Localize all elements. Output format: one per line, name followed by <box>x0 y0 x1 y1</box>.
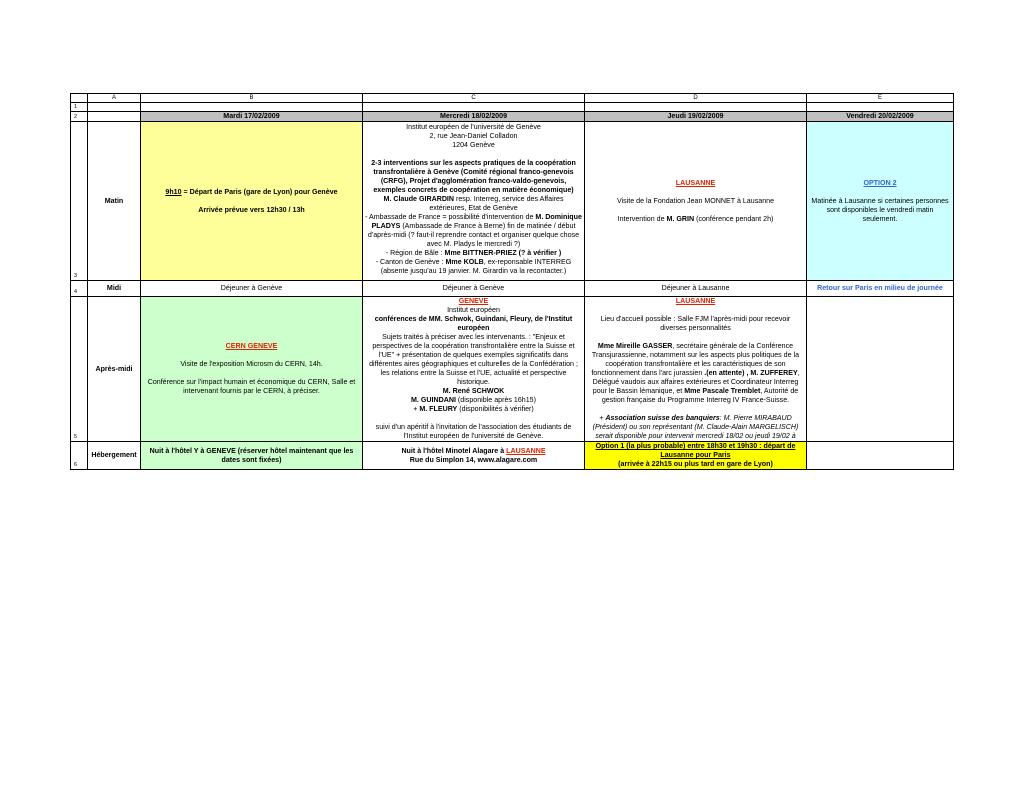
header-thursday[interactable]: Jeudi 19/02/2009 <box>585 112 807 122</box>
matin-fri-text: Matinée à Lausanne si certaines personnes sont disponibles le vendredi matin seulement. <box>811 196 949 223</box>
column-header-b[interactable]: B <box>141 94 363 103</box>
sheet-row-4 <box>71 281 954 297</box>
sheet-row-2 <box>71 112 954 122</box>
cell-hebergement-thursday[interactable] <box>585 442 807 470</box>
apres-wed-fleury-name: M. FLEURY <box>419 405 458 413</box>
matin-wed-pladys-name: M. Dominique PLADYS <box>371 213 582 230</box>
cell-a1[interactable] <box>88 103 141 112</box>
row-header-2[interactable]: 2 <box>71 112 88 122</box>
matin-wed-addr1: Institut européen de l'université de Genève <box>406 123 541 131</box>
row-header-6[interactable]: 6 <box>71 442 88 470</box>
heb-wed-addr: Rue du Simplon 14, www.alagare.com <box>409 455 538 464</box>
apres-thu-city: LAUSANNE <box>675 297 716 305</box>
cell-matin-wednesday[interactable] <box>363 122 585 281</box>
apres-thu-bank-pre: + <box>599 414 606 422</box>
row-header-5[interactable]: 5 <box>71 297 88 442</box>
cell-a2[interactable] <box>88 112 141 122</box>
heb-tue-text: Nuit à l'hôtel Y à GENEVE (réserver hôtel maintenant que les dates sont fixées) <box>149 446 354 464</box>
apres-tue-title: CERN GENEVE <box>225 342 278 350</box>
cell-c1[interactable] <box>363 103 585 112</box>
heb-thu-line1: Option 1 (la plus probable) entre 18h30 et 19h30 : départ de Lausanne pour Paris <box>595 442 796 459</box>
matin-wed-addr2: 2, rue Jean-Daniel Colladon <box>429 132 518 140</box>
cell-midi-tuesday[interactable]: Déjeuner à Genève <box>141 281 363 297</box>
header-tuesday[interactable]: Mardi 17/02/2009 <box>141 112 363 122</box>
apres-wed-aperitif: suivi d'un apéritif à l'invitation de l'association des étudiants de l'Institut européen de l'université de Genève. <box>375 423 572 440</box>
column-header-a[interactable]: A <box>88 94 141 103</box>
column-header-c[interactable]: C <box>363 94 585 103</box>
header-wednesday[interactable]: Mercredi 18/02/2009 <box>363 112 585 122</box>
matin-fri-option: OPTION 2 <box>863 178 897 187</box>
apres-thu-zufferey-text: , Délégué vaudois aux affaires extérieures et Coordinateur Interreg pour le Bassin lémanique, et <box>592 369 800 395</box>
apres-thu-gasser-name: Mme Mireille GASSER <box>597 342 673 350</box>
cell-d1[interactable] <box>585 103 807 112</box>
heb-wed-pre: Nuit à l'hôtel Minotel Alagare à <box>401 446 507 455</box>
matin-thu-talk-pre: Intervention de <box>617 214 667 223</box>
cell-apres-midi-wednesday[interactable] <box>363 297 585 442</box>
heb-wed-city: LAUSANNE <box>506 446 546 455</box>
header-friday[interactable]: Vendredi 20/02/2009 <box>807 112 954 122</box>
sheet-row-5 <box>71 297 954 442</box>
column-header-e[interactable]: E <box>807 94 954 103</box>
apres-thu-tremblet-text: , Autorité de gestion française du Programme Interreg IV France-Suisse. <box>601 387 799 404</box>
matin-wed-pladys-post: (Ambassade de France à Berne) fin de matinée / début d'après-midi (? faut-il reprendre contact et organiser quelque chose avec M. Pladys le mercredi ?) <box>367 222 580 248</box>
cell-apres-midi-tuesday[interactable] <box>141 297 363 442</box>
matin-wed-girardin-name: M. Claude GIRARDIN <box>383 195 455 203</box>
apres-wed-guindani-post: (disponible après 16h15) <box>455 396 536 404</box>
apres-wed-guindani-name: M. GUINDANI <box>411 396 456 404</box>
cell-hebergement-wednesday[interactable] <box>363 442 585 470</box>
matin-tue-time: 9h10 <box>165 187 182 196</box>
cell-b1[interactable] <box>141 103 363 112</box>
matin-wed-addr3: 1204 Genève <box>452 141 495 149</box>
spreadsheet-grid <box>70 93 954 470</box>
matin-thu-visit: Visite de la Fondation Jean MONNET à Lausanne <box>616 196 775 205</box>
matin-wed-girardin-text: resp. Interreg, service des Affaires extérieures, Etat de Genève <box>429 195 564 212</box>
apres-wed-city: GENEVE <box>458 297 489 305</box>
cell-midi-thursday[interactable]: Déjeuner à Lausanne <box>585 281 807 297</box>
apres-thu-gasser-attente: .(en attente) , M. ZUFFEREY <box>704 369 798 377</box>
apres-thu-gasser-text: , secrétaire générale de la Conférence Transjurassienne, notamment sur les aspects plus politiques de la coopération transfrontalière et les caractéristiques de son fonctionnement dans l'arc jurassien <box>591 342 800 377</box>
matin-tue-depart <box>143 188 360 197</box>
apres-thu-bank-text: : M. Pierre MIRABAUD (Président) ou son représentant (M. Claude-Alain MARGELISCH) serait disponible pour intervenir mercredi 18/02 ou jeudi 19/02 à <box>592 414 799 440</box>
corner-cell[interactable] <box>71 94 88 103</box>
cell-apres-midi-thursday[interactable] <box>585 297 807 442</box>
matin-wed-title: 2-3 interventions sur les aspects pratiques de la coopération transfrontalière à Genève (Comité régional franco-genevois (CRFG), Projet d'agglomération franco-valdo-genevois, exemples concrets de coopération en matière économique) <box>371 159 576 194</box>
matin-wed-kolb-name: Mme KOLB <box>445 258 484 266</box>
cell-hebergement-tuesday[interactable] <box>141 442 363 470</box>
cell-apres-midi-friday[interactable] <box>807 297 954 442</box>
column-header-row <box>71 94 954 103</box>
cell-midi-friday[interactable]: Retour sur Paris en milieu de journée <box>807 281 954 297</box>
label-matin[interactable]: Matin <box>88 122 141 281</box>
row-header-4[interactable]: 4 <box>71 281 88 297</box>
matin-thu-talk-post: (conférence pendant 2h) <box>694 214 774 223</box>
apres-thu-bank-name: Association suisse des banquiers <box>605 414 720 422</box>
apres-wed-fleury-post: (disponibilités à vérifier) <box>457 405 534 413</box>
cell-midi-wednesday[interactable]: Déjeuner à Genève <box>363 281 585 297</box>
cell-matin-friday[interactable] <box>807 122 954 281</box>
apres-thu-tremblet-name: Mme Pascale Tremblet <box>684 387 761 395</box>
cell-matin-tuesday[interactable] <box>141 122 363 281</box>
row-header-3[interactable]: 3 <box>71 122 88 281</box>
matin-thu-city: LAUSANNE <box>675 178 716 187</box>
label-midi[interactable]: Midi <box>88 281 141 297</box>
apres-wed-inst: Institut européen <box>447 306 500 314</box>
apres-wed-conf: conférences de MM. Schwok, Guindani, Fleury, de l'Institut européen <box>374 315 573 332</box>
label-apres-midi[interactable]: Après-midi <box>88 297 141 442</box>
label-hebergement[interactable]: Hébergement <box>88 442 141 470</box>
apres-wed-fleury-pre: + <box>413 405 420 413</box>
matin-thu-talk-name: M. GRIN <box>666 214 695 223</box>
matin-tue-depart-text: = Départ de Paris (gare de Lyon) pour Genève <box>181 187 338 196</box>
cell-hebergement-friday[interactable] <box>807 442 954 470</box>
cell-e1[interactable] <box>807 103 954 112</box>
sheet-row-3 <box>71 122 954 281</box>
apres-thu-lieu: Lieu d'accueil possible : Salle FJM l'après-midi pour recevoir diverses personnalités <box>600 315 791 332</box>
sheet-row-6 <box>71 442 954 470</box>
matin-wed-pladys-pre: - Ambassade de France = possibilité d'intervention de <box>365 213 536 221</box>
column-header-d[interactable]: D <box>585 94 807 103</box>
matin-tue-arrivee: Arrivée prévue vers 12h30 / 13h <box>198 205 305 214</box>
matin-wed-kolb-pre: - Canton de Genève : <box>375 258 446 266</box>
apres-tue-visit: Visite de l'exposition Microsm du CERN, 14h. <box>180 360 323 368</box>
matin-wed-bale-name: Mme BITTNER-PRIEZ (? à vérifier ) <box>444 249 562 257</box>
apres-wed-subjects: Sujets traités à préciser avec les intervenants. : "Enjeux et perspectives de la coopération transfrontalière entre la Suisse et l'UE" + présentation de quelques exemples significatifs dans différentes aires géographiques et culturelles de la Confédération ; les relations entre la Suisse et l'UE, actualité et perspective historique. <box>369 333 578 386</box>
sheet-row-1 <box>71 103 954 112</box>
matin-wed-kolb-post: , ex-reponsable INTERREG (absente jusqu'au 19 janvier. M. Girardin va la recontacter.) <box>380 258 572 275</box>
apres-wed-schwok: M. René SCHWOK <box>442 387 505 395</box>
row-header-1[interactable]: 1 <box>71 103 88 112</box>
apres-tue-conf: Conférence sur l'impact humain et économique du CERN, Salle et intervenant fournis par le CERN, à préciser. <box>147 378 356 395</box>
heb-thu-line2: (arrivée à 22h15 ou plus tard en gare de Lyon) <box>618 460 773 468</box>
cell-matin-thursday[interactable] <box>585 122 807 281</box>
matin-wed-bale-pre: - Région de Bâle : <box>385 249 445 257</box>
